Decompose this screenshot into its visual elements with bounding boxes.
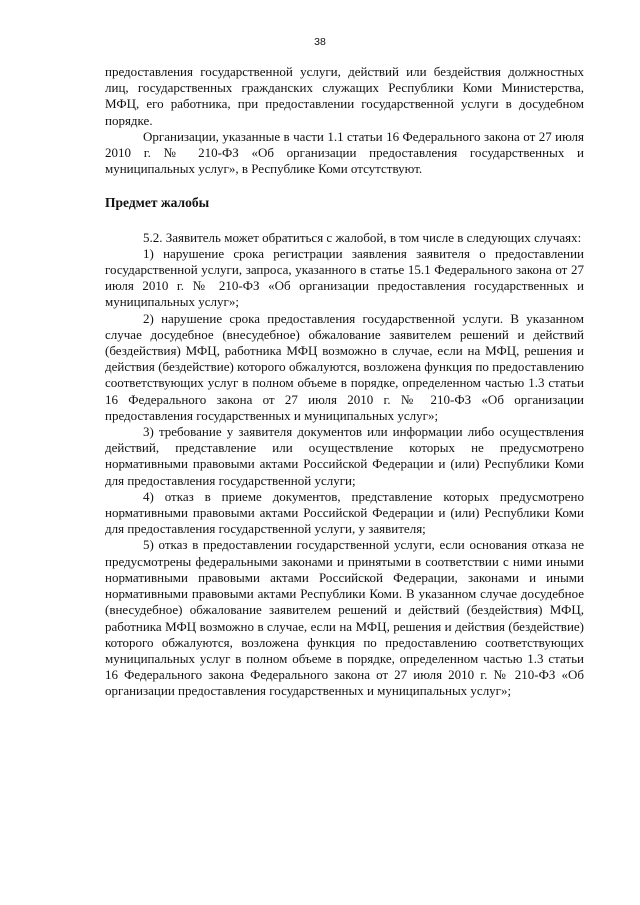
- paragraph-continuation: предоставления государственной услуги, действий или бездействия должностных лиц, государственных гражданских служащих Республики Коми Министерства, МФЦ, его работника, при предоставлении государственной услуги в досудебном порядке.: [105, 64, 584, 128]
- list-item-5: 5) отказ в предоставлении государственной услуги, если основания отказа не предусмотрены федеральными законами и принятыми в соответствии с ними иными нормативными правовыми актами Российской Федерации, законами и иными нормативными правовыми актами Республики Коми. В указанном случае досудебное (внесудебное) обжалование заявителем решений и действий (бездействия) МФЦ, работника МФЦ возможно в случае, если на МФЦ, решения и действия (бездействие) которого обжалуются, возложена функция по предоставлению соответствующих муниципальных услуг в полном объеме в порядке, определенном частью 1.3 статьи 16 Федерального закона Федерального закона от 27 июля 2010 г. № 210-ФЗ «Об организации предоставления государственных и муниципальных услуг»;: [105, 537, 584, 699]
- list-item-1: 1) нарушение срока регистрации заявления заявителя о предоставлении государственной услуги, запроса, указанного в статье 15.1 Федерального закона от 27 июля 2010 г. № 210-ФЗ «Об организации предоставления государственных и муниципальных услуг»;: [105, 245, 584, 310]
- paragraph-5-2: 5.2. Заявитель может обратиться с жалобой, в том числе в следующих случаях:: [143, 229, 582, 245]
- section-heading: Предмет жалобы: [105, 195, 210, 211]
- list-item-4: 4) отказ в приеме документов, представление которых предусмотрено нормативными правовыми актами Российской Федерации и (или) Республики Коми для предоставления государственной услуги, у заявителя;: [105, 488, 584, 537]
- paragraph-organizations: Организации, указанные в части 1.1 статьи 16 Федерального закона от 27 июля 2010 г. № 210-ФЗ «Об организации предоставления государственных и муниципальных услуг», в Республике Коми отсутствуют.: [105, 128, 584, 177]
- page-number: 38: [314, 36, 326, 48]
- list-item-3: 3) требование у заявителя документов или информации либо осуществления действий, представление или осуществление которых не предусмотрено нормативными правовыми актами Российской Федерации и (или) Республики Коми для предоставления государственной услуги;: [105, 424, 584, 488]
- document-body: [105, 64, 584, 700]
- list-item-2: 2) нарушение срока предоставления государственной услуги. В указанном случае досудебное (внесудебное) обжалование заявителем решений и действий (бездействия) МФЦ, работника МФЦ возможно в случае, если на МФЦ, решения и действия (бездействие) которого обжалуются, возложена функция по предоставлению соответствующих услуг в полном объеме в порядке, определенном частью 1.3 статьи 16 Федерального закона от 27 июля 2010 г. № 210-ФЗ «Об организации предоставления государственных и муниципальных услуг»;: [105, 310, 584, 423]
